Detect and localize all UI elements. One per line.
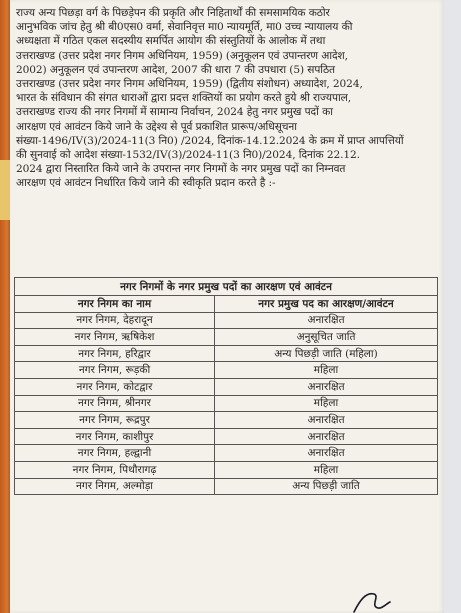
corporation-name: नगर निगम, अल्मोड़ा xyxy=(15,478,215,495)
paragraph-line: उत्तराखण्ड (उत्तर प्रदेश नगर निगम अधिनियम, 1959) (द्वितीय संशोधन) अध्यादेश, 2024, xyxy=(16,78,363,91)
corporation-name: नगर निगम, ऋषिकेश xyxy=(15,329,215,346)
paragraph-line: आनुभविक जांच हेतु श्री बी0एस0 वर्मा, सेवानिवृत्त मा0 न्यायमूर्ति, मा0 उच्च न्यायालय की xyxy=(16,21,353,34)
table-row xyxy=(15,329,438,346)
reservation-category: महिला xyxy=(215,362,438,379)
reservation-category: अनारक्षित xyxy=(215,412,438,429)
right-margin xyxy=(444,0,461,613)
table-row xyxy=(15,478,438,495)
paragraph-line: उत्तराखण्ड राज्य की नगर निगमों में सामान्य निर्वाचन, 2024 हेतु नगर प्रमुख पदों का xyxy=(16,106,333,119)
paragraph-line: 2024 द्वारा निस्तारित किये जाने के उपरान्त नगर निगमों के नगर प्रमुख पदों का निम्नवत xyxy=(16,163,346,176)
corporation-name: नगर निगम, पिथौरागढ़ xyxy=(15,461,215,478)
corporation-name: नगर निगम, रूड़की xyxy=(15,362,215,379)
paragraph-line: आरक्षण एवं आवंटन किये जाने के उद्देश्य से पूर्व प्रकाशित प्रारूप/अधिसूचना xyxy=(16,120,297,133)
table-row xyxy=(15,378,438,395)
table-header-row xyxy=(15,296,438,313)
reservation-category: अनारक्षित xyxy=(215,428,438,445)
reservation-category: महिला xyxy=(215,461,438,478)
paragraph-line: संख्या-1496/IV(3)/2024-11(3 नि0) /2024, दिनांक-14.12.2024 के क्रम में प्राप्त आपत्तियों xyxy=(16,134,404,147)
header-reservation: नगर प्रमुख पद का आरक्षण/आवंटन xyxy=(215,296,438,313)
table-row xyxy=(15,445,438,462)
reservation-category: अन्य पिछड़ी जाति xyxy=(215,478,438,495)
corporation-name: नगर निगम, रूद्रपुर xyxy=(15,412,215,429)
signature-mark xyxy=(352,590,392,613)
reservation-category: अन्य पिछड़ी जाति (महिला) xyxy=(215,345,438,362)
table-row xyxy=(15,461,438,478)
paragraph-line: अध्यक्षता में गठित एकल सदस्यीय समर्पित आयोग की संस्तुतियों के आलोक में तथा xyxy=(16,35,326,48)
reservation-category: अनारक्षित xyxy=(215,312,438,329)
table-row xyxy=(15,362,438,379)
paragraph-line: की सुनवाई को आदेश संख्या-1532/IV(3)/2024-11(3 नि0)/2024, दिनांक 22.12. xyxy=(16,149,360,162)
corporation-name: नगर निगम, काशीपुर xyxy=(15,428,215,445)
paragraph-line: राज्य अन्य पिछड़ा वर्ग के पिछड़ेपन की प्रकृति और निहितार्थों की समसामयिक कठोर xyxy=(16,7,330,19)
table-row xyxy=(15,428,438,445)
corporation-name: नगर निगम, श्रीनगर xyxy=(15,395,215,412)
table-caption: नगर निगमों के नगर प्रमुख पदों का आरक्षण एवं आवंटन xyxy=(15,278,438,296)
table-row xyxy=(15,412,438,429)
corporation-name: नगर निगम, हल्द्वानी xyxy=(15,445,215,462)
table-row xyxy=(15,345,438,362)
left-binding-strip xyxy=(0,0,10,613)
table-row xyxy=(15,395,438,412)
header-corporation-name: नगर निगम का नाम xyxy=(15,296,215,313)
reservation-table xyxy=(14,277,438,495)
table-row xyxy=(15,312,438,329)
corporation-name: नगर निगम, देहरादून xyxy=(15,312,215,329)
paragraph-line: उत्तराखण्ड (उत्तर प्रदेश नगर निगम अधिनियम, 1959) (अनुकूलन एवं उपान्तरण आदेश, xyxy=(16,49,348,62)
corporation-name: नगर निगम, कोटद्वार xyxy=(15,378,215,395)
corporation-name: नगर निगम, हरिद्वार xyxy=(15,345,215,362)
reservation-category: अनारक्षित xyxy=(215,445,438,462)
paragraph-line: भारत के संविधान की संगत धाराओं द्वारा प्रदत्त शक्तियों का प्रयोग करते हुये श्री राज्यपाल, xyxy=(16,92,351,105)
paragraph-line: 2002) अनुकूलन एवं उपान्तरण आदेश, 2007 की धारा 7 की उपधारा (5) सपठित xyxy=(16,63,335,76)
left-strip-highlight xyxy=(0,160,10,220)
reservation-category: अनुसूचित जाति xyxy=(215,329,438,346)
table-caption-row xyxy=(15,278,438,296)
reservation-category: अनारक्षित xyxy=(215,378,438,395)
paragraph-line: आरक्षण एवं आवंटन निर्धारित किये जाने की स्वीकृति प्रदान करते है :- xyxy=(16,177,276,190)
order-paragraph xyxy=(16,6,440,191)
reservation-category: महिला xyxy=(215,395,438,412)
